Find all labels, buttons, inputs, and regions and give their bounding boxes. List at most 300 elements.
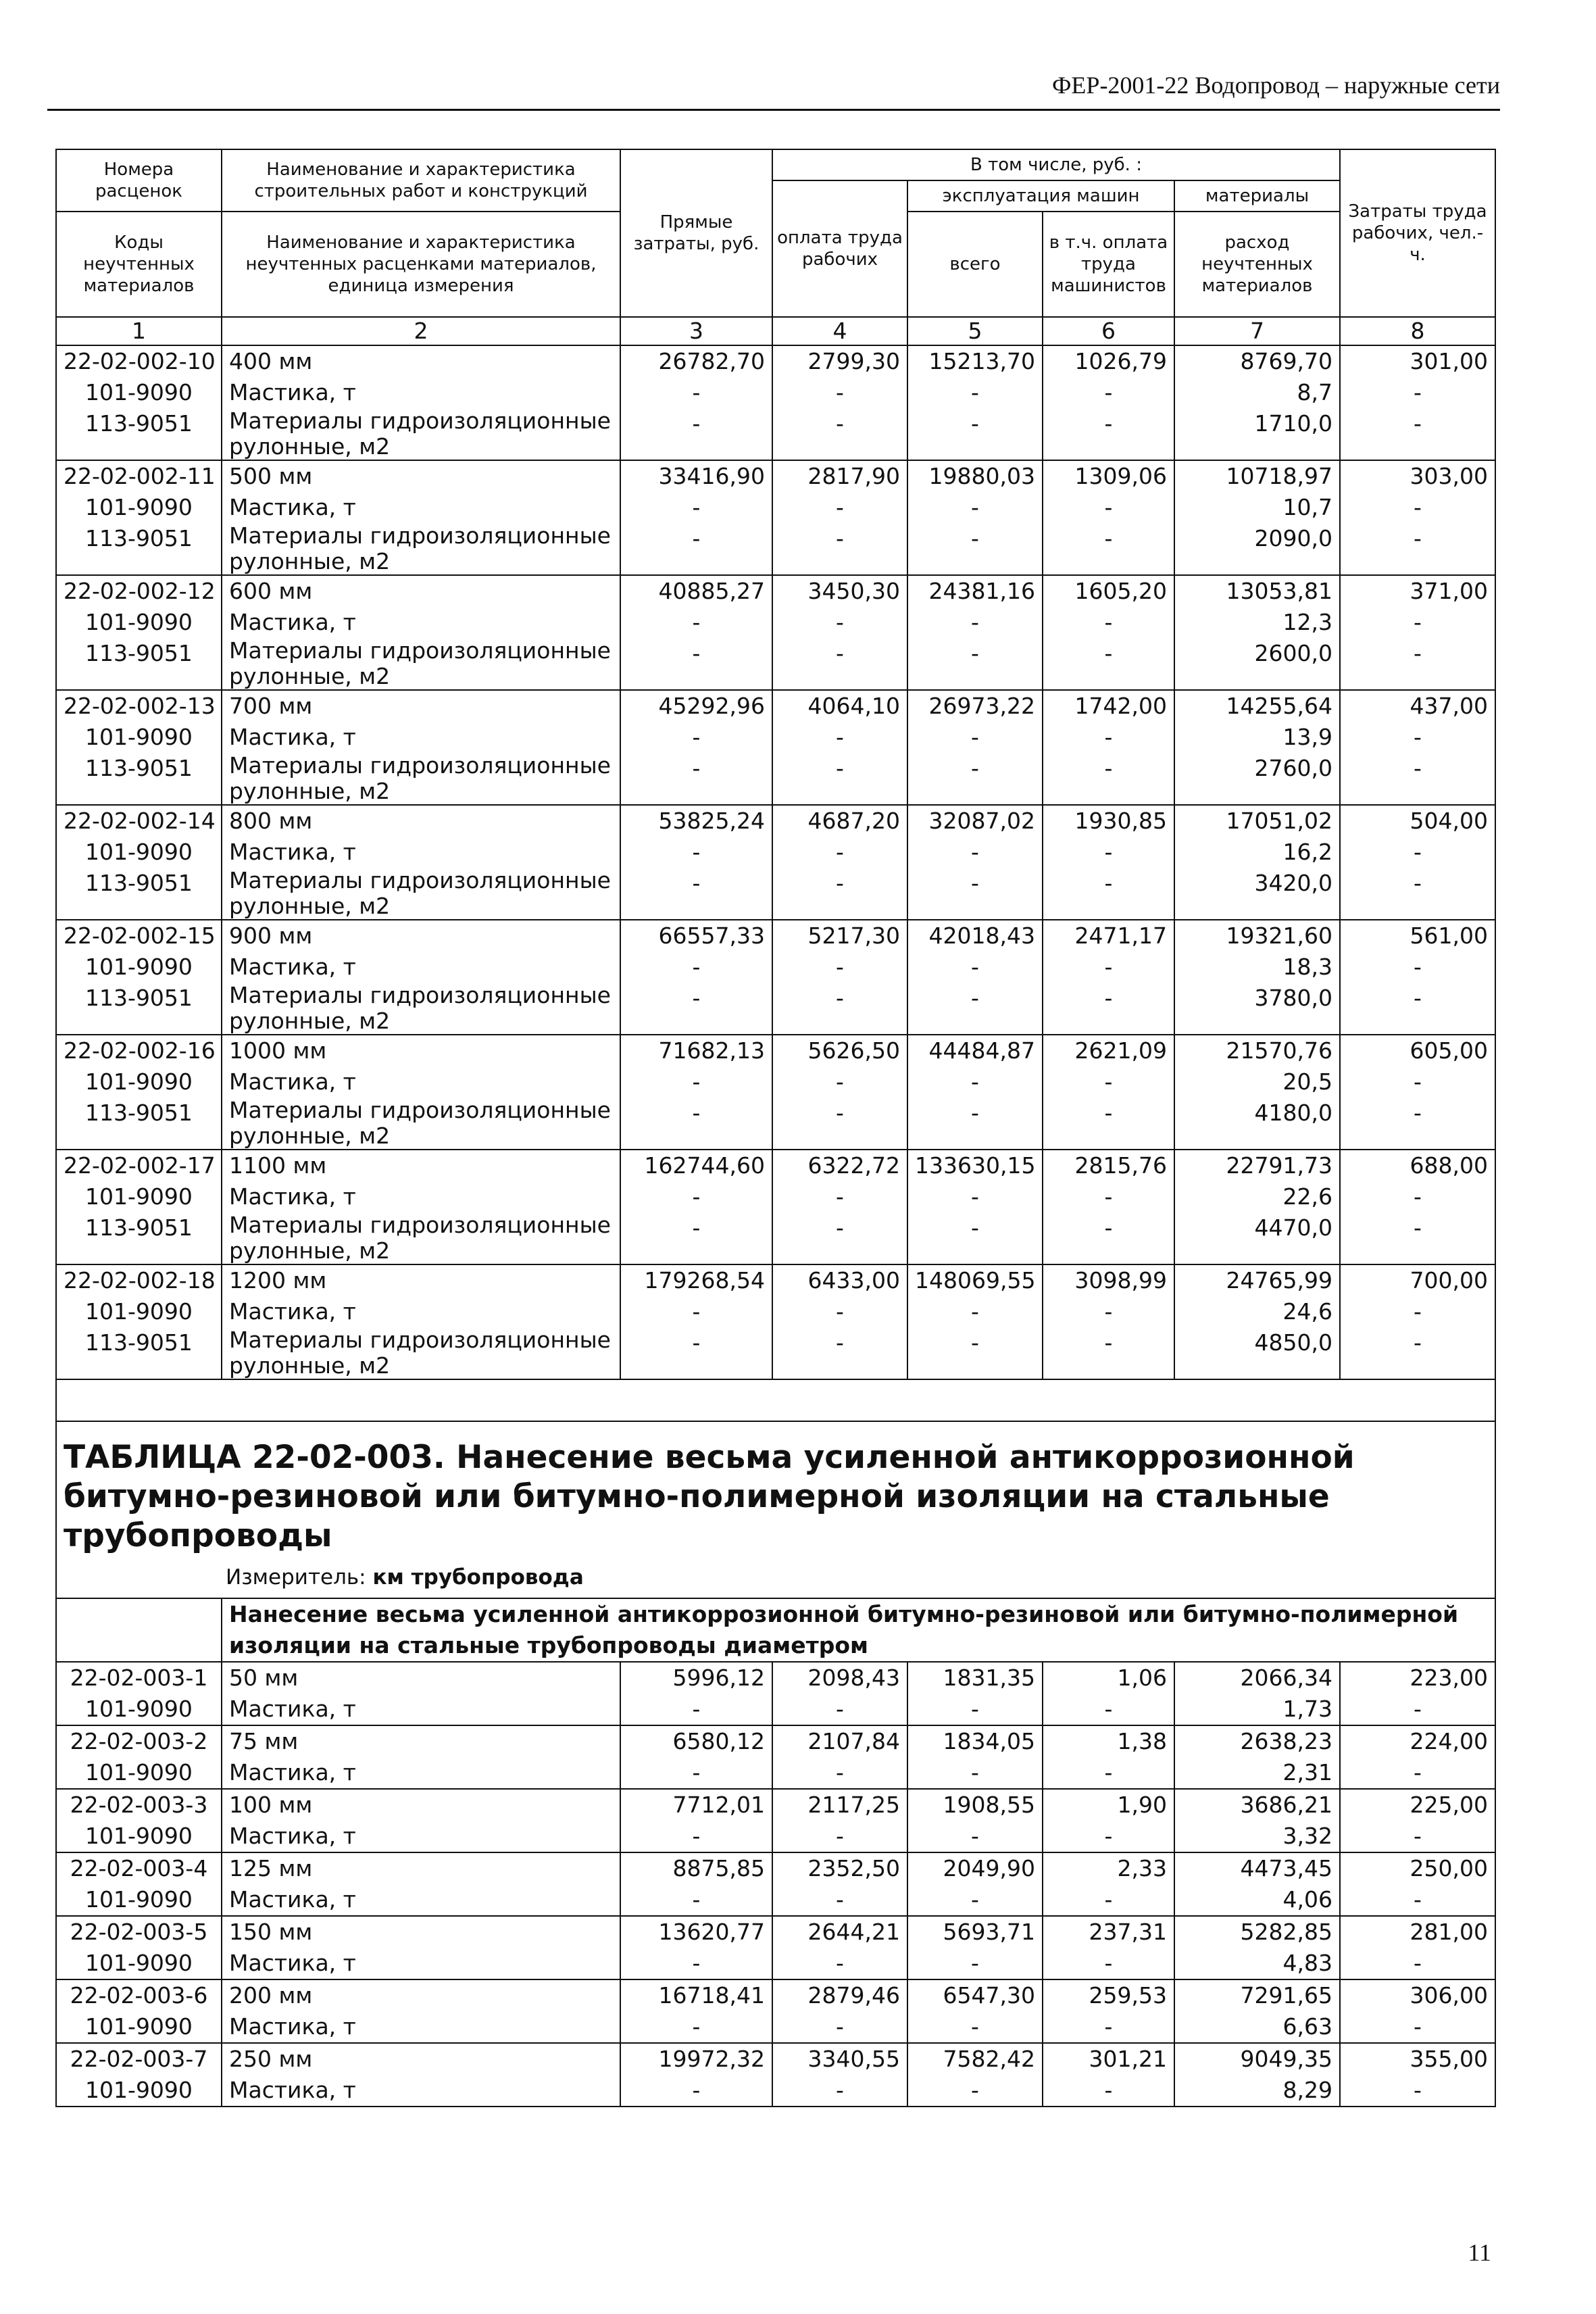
- table-cell: 113-9051: [56, 523, 222, 575]
- table-cell: 2,31: [1174, 1757, 1340, 1789]
- table-cell: 22-02-003-6: [56, 1979, 222, 2011]
- table-cell: 13620,77: [620, 1916, 772, 1948]
- table-cell: 5693,71: [907, 1916, 1043, 1948]
- table-cell: 22-02-003-3: [56, 1789, 222, 1821]
- table-cell: -: [1340, 1694, 1495, 1725]
- table-cell: -: [772, 492, 907, 523]
- table-cell: -: [1340, 868, 1495, 920]
- table-cell: -: [772, 1884, 907, 1916]
- table-cell: 101-9090: [56, 1757, 222, 1789]
- table-row: [56, 722, 1495, 753]
- table-cell: Мастика, т: [222, 837, 620, 868]
- table-cell: -: [1340, 1296, 1495, 1327]
- table-cell: 101-9090: [56, 722, 222, 753]
- table-cell: -: [1340, 983, 1495, 1035]
- table-row: [56, 1884, 1495, 1916]
- table-cell: -: [772, 1327, 907, 1379]
- table-cell: -: [772, 523, 907, 575]
- table-cell: -: [772, 1821, 907, 1852]
- table-cell: Материалы гидроизоляционные рулонные, м2: [222, 753, 620, 805]
- table-cell: -: [620, 722, 772, 753]
- table-cell: 26782,70: [620, 345, 772, 377]
- table-cell: 22-02-003-1: [56, 1662, 222, 1694]
- table-cell: -: [907, 1098, 1043, 1150]
- table-cell: -: [772, 837, 907, 868]
- table-row: [56, 1916, 1495, 1948]
- table-cell: 2117,25: [772, 1789, 907, 1821]
- table-cell: 179268,54: [620, 1264, 772, 1296]
- table-cell: -: [1043, 377, 1174, 408]
- table-cell: 200 мм: [222, 1979, 620, 2011]
- table-cell: -: [1043, 1066, 1174, 1098]
- table-cell: 4180,0: [1174, 1098, 1340, 1150]
- table-cell: 2090,0: [1174, 523, 1340, 575]
- table-row: [56, 952, 1495, 983]
- table-cell: -: [907, 638, 1043, 690]
- table-cell: 6433,00: [772, 1264, 907, 1296]
- table-cell: -: [1340, 1327, 1495, 1379]
- table-cell: 3686,21: [1174, 1789, 1340, 1821]
- table-cell: 303,00: [1340, 460, 1495, 492]
- table-cell: -: [772, 868, 907, 920]
- table-cell: -: [907, 753, 1043, 805]
- table-cell: 8875,85: [620, 1852, 772, 1884]
- col-code-label: Номера расценок: [56, 149, 222, 212]
- table-cell: -: [772, 1098, 907, 1150]
- col-workload-label: Затраты труда рабочих, чел.-ч.: [1340, 149, 1495, 317]
- table-cell: 1000 мм: [222, 1035, 620, 1066]
- table-cell: 45292,96: [620, 690, 772, 722]
- table-cell: -: [620, 837, 772, 868]
- table-cell: -: [1043, 1212, 1174, 1264]
- table-cell: -: [907, 1821, 1043, 1852]
- table-row: [56, 1757, 1495, 1789]
- table-cell: 22-02-002-11: [56, 460, 222, 492]
- table-cell: 4850,0: [1174, 1327, 1340, 1379]
- table-cell: Материалы гидроизоляционные рулонные, м2: [222, 638, 620, 690]
- table-cell: -: [1043, 492, 1174, 523]
- table-cell: 2107,84: [772, 1725, 907, 1757]
- table-cell: 148069,55: [907, 1264, 1043, 1296]
- table-cell: -: [907, 2075, 1043, 2107]
- table-cell: 53825,24: [620, 805, 772, 837]
- table-cell: 17051,02: [1174, 805, 1340, 837]
- table-row: [56, 2075, 1495, 2107]
- table-cell: 1,90: [1043, 1789, 1174, 1821]
- col-code-sub-label: Коды неучтенных материалов: [56, 212, 222, 317]
- table-cell: -: [620, 1327, 772, 1379]
- table-cell: 75 мм: [222, 1725, 620, 1757]
- measure-value: км трубопровода: [372, 1565, 584, 1590]
- table-cell: -: [1340, 1884, 1495, 1916]
- table-cell: Мастика, т: [222, 1181, 620, 1212]
- table-cell: -: [620, 1098, 772, 1150]
- table-cell: 22-02-002-10: [56, 345, 222, 377]
- table-cell: 1200 мм: [222, 1264, 620, 1296]
- table-cell: 19972,32: [620, 2043, 772, 2075]
- table-cell: 101-9090: [56, 1948, 222, 1979]
- table-cell: 19880,03: [907, 460, 1043, 492]
- table-cell: -: [1340, 377, 1495, 408]
- table-cell: 400 мм: [222, 345, 620, 377]
- table-cell: 8,7: [1174, 377, 1340, 408]
- table-cell: 10,7: [1174, 492, 1340, 523]
- table-cell: Мастика, т: [222, 492, 620, 523]
- table-cell: 9049,35: [1174, 2043, 1340, 2075]
- table-cell: -: [772, 1181, 907, 1212]
- table-cell: 371,00: [1340, 575, 1495, 607]
- table-cell: -: [907, 952, 1043, 983]
- table-cell: 42018,43: [907, 920, 1043, 952]
- table-cell: 7582,42: [907, 2043, 1043, 2075]
- table-cell: -: [772, 408, 907, 460]
- table-cell: 10718,97: [1174, 460, 1340, 492]
- table-cell: 24381,16: [907, 575, 1043, 607]
- table-cell: -: [1043, 607, 1174, 638]
- table-cell: 22-02-002-16: [56, 1035, 222, 1066]
- table-row: [56, 1035, 1495, 1066]
- table-cell: 3450,30: [772, 575, 907, 607]
- table-cell: Материалы гидроизоляционные рулонные, м2: [222, 1098, 620, 1150]
- col-machines-label: эксплуатация машин: [907, 180, 1174, 212]
- table-cell: -: [620, 1181, 772, 1212]
- table-cell: 18,3: [1174, 952, 1340, 983]
- table-cell: 32087,02: [907, 805, 1043, 837]
- table-row: [56, 868, 1495, 920]
- table-cell: -: [620, 753, 772, 805]
- table-cell: 2098,43: [772, 1662, 907, 1694]
- table-cell: Мастика, т: [222, 1757, 620, 1789]
- table-cell: -: [772, 607, 907, 638]
- table-cell: -: [772, 952, 907, 983]
- table-cell: -: [907, 1948, 1043, 1979]
- table-cell: 113-9051: [56, 638, 222, 690]
- table-cell: -: [1043, 837, 1174, 868]
- table-cell: -: [907, 1327, 1043, 1379]
- table-cell: 22-02-003-4: [56, 1852, 222, 1884]
- table-row: [56, 575, 1495, 607]
- table-cell: 225,00: [1340, 1789, 1495, 1821]
- table-cell: 2066,34: [1174, 1662, 1340, 1694]
- table-row: [56, 690, 1495, 722]
- table-row: [56, 753, 1495, 805]
- table-cell: 22-02-002-15: [56, 920, 222, 952]
- table-cell: -: [772, 1757, 907, 1789]
- table-cell: -: [1340, 1181, 1495, 1212]
- table-cell: -: [1043, 638, 1174, 690]
- table-cell: 4473,45: [1174, 1852, 1340, 1884]
- table-cell: 7291,65: [1174, 1979, 1340, 2011]
- table-cell: 3420,0: [1174, 868, 1340, 920]
- table-row: [56, 1948, 1495, 1979]
- table-cell: -: [907, 983, 1043, 1035]
- table-cell: 4,06: [1174, 1884, 1340, 1916]
- table-cell: Материалы гидроизоляционные рулонные, м2: [222, 523, 620, 575]
- column-numbers-row: [56, 317, 1495, 345]
- table-cell: -: [620, 1757, 772, 1789]
- table-cell: -: [907, 523, 1043, 575]
- table-cell: 6322,72: [772, 1150, 907, 1181]
- table-cell: 21570,76: [1174, 1035, 1340, 1066]
- table-cell: 2799,30: [772, 345, 907, 377]
- table-cell: -: [1340, 837, 1495, 868]
- table-row: [56, 1327, 1495, 1379]
- table-cell: 2760,0: [1174, 753, 1340, 805]
- table-cell: -: [1340, 638, 1495, 690]
- table-cell: 504,00: [1340, 805, 1495, 837]
- table-cell: Материалы гидроизоляционные рулонные, м2: [222, 983, 620, 1035]
- table-cell: 605,00: [1340, 1035, 1495, 1066]
- table2-subheader-row: [56, 1598, 1495, 1662]
- table-cell: 101-9090: [56, 377, 222, 408]
- table-cell: 13053,81: [1174, 575, 1340, 607]
- table-cell: 1710,0: [1174, 408, 1340, 460]
- table-cell: -: [1340, 607, 1495, 638]
- col-direct-label: Прямые затраты, руб.: [620, 149, 772, 317]
- table-cell: 100 мм: [222, 1789, 620, 1821]
- table-cell: -: [772, 983, 907, 1035]
- table-cell: -: [772, 377, 907, 408]
- table-cell: 20,5: [1174, 1066, 1340, 1098]
- table-cell: 2817,90: [772, 460, 907, 492]
- table-cell: -: [1340, 1948, 1495, 1979]
- table-row: [56, 1789, 1495, 1821]
- table-cell: -: [772, 753, 907, 805]
- table-cell: 5996,12: [620, 1662, 772, 1694]
- table-cell: -: [1043, 1948, 1174, 1979]
- table-cell: 101-9090: [56, 1884, 222, 1916]
- col-name-sub-label: Наименование и характеристика неучтенных расценками материалов, единица измерения: [222, 212, 620, 317]
- table-cell: -: [1043, 1098, 1174, 1150]
- table-row: [56, 805, 1495, 837]
- table-cell: 16,2: [1174, 837, 1340, 868]
- table-row: [56, 1296, 1495, 1327]
- table-row: [56, 1181, 1495, 1212]
- table-cell: Материалы гидроизоляционные рулонные, м2: [222, 1212, 620, 1264]
- table-cell: 113-9051: [56, 868, 222, 920]
- table-cell: 1026,79: [1043, 345, 1174, 377]
- table-cell: 8,29: [1174, 2075, 1340, 2107]
- table-cell: -: [1340, 1066, 1495, 1098]
- table-cell: Мастика, т: [222, 377, 620, 408]
- table-cell: 113-9051: [56, 983, 222, 1035]
- table-cell: -: [1340, 952, 1495, 983]
- table-cell: -: [772, 1066, 907, 1098]
- table-cell: 2644,21: [772, 1916, 907, 1948]
- table-cell: 26973,22: [907, 690, 1043, 722]
- table-cell: -: [620, 523, 772, 575]
- table-cell: 1309,06: [1043, 460, 1174, 492]
- table-cell: -: [1043, 1181, 1174, 1212]
- table-cell: Мастика, т: [222, 1296, 620, 1327]
- table-cell: 101-9090: [56, 607, 222, 638]
- table-cell: 1,38: [1043, 1725, 1174, 1757]
- table-cell: -: [772, 2011, 907, 2043]
- table-cell: -: [620, 2011, 772, 2043]
- table-cell: 22-02-002-14: [56, 805, 222, 837]
- table-cell: 101-9090: [56, 492, 222, 523]
- table-cell: Материалы гидроизоляционные рулонные, м2: [222, 868, 620, 920]
- table-cell: 15213,70: [907, 345, 1043, 377]
- table-cell: -: [1340, 492, 1495, 523]
- table-cell: -: [620, 408, 772, 460]
- table-cell: 19321,60: [1174, 920, 1340, 952]
- table-row: [56, 1725, 1495, 1757]
- col-number: 6: [1043, 317, 1174, 345]
- table-cell: 113-9051: [56, 408, 222, 460]
- table-cell: -: [907, 837, 1043, 868]
- table-cell: 22-02-003-7: [56, 2043, 222, 2075]
- table-cell: -: [620, 1948, 772, 1979]
- table-cell: 688,00: [1340, 1150, 1495, 1181]
- table-cell: -: [620, 1066, 772, 1098]
- table-cell: 150 мм: [222, 1916, 620, 1948]
- table-row: [56, 345, 1495, 377]
- table-cell: 3780,0: [1174, 983, 1340, 1035]
- table-cell: -: [772, 638, 907, 690]
- table-cell: -: [907, 1757, 1043, 1789]
- table-cell: 101-9090: [56, 1694, 222, 1725]
- table-cell: -: [907, 722, 1043, 753]
- table-cell: 301,21: [1043, 2043, 1174, 2075]
- table-cell: -: [907, 1066, 1043, 1098]
- table-cell: 50 мм: [222, 1662, 620, 1694]
- table-cell: 3340,55: [772, 2043, 907, 2075]
- table-cell: 281,00: [1340, 1916, 1495, 1948]
- table-cell: Мастика, т: [222, 607, 620, 638]
- table2-title: ТАБЛИЦА 22-02-003. Нанесение весьма усиленной антикоррозионной битумно-резиновой или битумно-полимерной изоляции на стальные трубопроводы: [64, 1439, 1355, 1554]
- table-cell: 6,63: [1174, 2011, 1340, 2043]
- table-cell: 13,9: [1174, 722, 1340, 753]
- table-cell: 1,73: [1174, 1694, 1340, 1725]
- table-cell: -: [620, 1296, 772, 1327]
- table-cell: 22-02-002-13: [56, 690, 222, 722]
- table-row: [56, 1979, 1495, 2011]
- table1-body: [56, 345, 1495, 1379]
- table-cell: -: [620, 1212, 772, 1264]
- table-cell: 437,00: [1340, 690, 1495, 722]
- table-cell: -: [1043, 868, 1174, 920]
- table-cell: 16718,41: [620, 1979, 772, 2011]
- table-gap: [56, 1379, 1495, 1421]
- table-cell: -: [620, 983, 772, 1035]
- table-cell: 113-9051: [56, 1098, 222, 1150]
- table-cell: -: [620, 952, 772, 983]
- table-cell: Мастика, т: [222, 1694, 620, 1725]
- table-cell: 1742,00: [1043, 690, 1174, 722]
- table-cell: 2352,50: [772, 1852, 907, 1884]
- table-cell: Материалы гидроизоляционные рулонные, м2: [222, 1327, 620, 1379]
- table-cell: -: [1340, 1821, 1495, 1852]
- table-cell: 162744,60: [620, 1150, 772, 1181]
- table-cell: 22-02-003-5: [56, 1916, 222, 1948]
- table-cell: Мастика, т: [222, 1066, 620, 1098]
- table-cell: 5217,30: [772, 920, 907, 952]
- table-cell: 1,06: [1043, 1662, 1174, 1694]
- empty-cell: [56, 1598, 222, 1662]
- table-row: [56, 1852, 1495, 1884]
- table-row: [56, 523, 1495, 575]
- table-cell: -: [907, 1694, 1043, 1725]
- table-cell: -: [1043, 1694, 1174, 1725]
- table-cell: 22-02-002-17: [56, 1150, 222, 1181]
- table-cell: -: [620, 377, 772, 408]
- table-cell: 7712,01: [620, 1789, 772, 1821]
- table-cell: 101-9090: [56, 1181, 222, 1212]
- table-cell: 5282,85: [1174, 1916, 1340, 1948]
- table-cell: 224,00: [1340, 1725, 1495, 1757]
- table-cell: -: [1043, 523, 1174, 575]
- table-cell: 301,00: [1340, 345, 1495, 377]
- table-cell: 4064,10: [772, 690, 907, 722]
- table-cell: 2815,76: [1043, 1150, 1174, 1181]
- table-cell: 1930,85: [1043, 805, 1174, 837]
- table-cell: -: [907, 868, 1043, 920]
- table-cell: 101-9090: [56, 1066, 222, 1098]
- table-cell: 12,3: [1174, 607, 1340, 638]
- table-cell: -: [1340, 753, 1495, 805]
- table-cell: 4687,20: [772, 805, 907, 837]
- table-cell: 3,32: [1174, 1821, 1340, 1852]
- table-cell: 2621,09: [1043, 1035, 1174, 1066]
- table-cell: 4470,0: [1174, 1212, 1340, 1264]
- table-row: [56, 983, 1495, 1035]
- table-cell: Мастика, т: [222, 2011, 620, 2043]
- table-cell: -: [772, 1948, 907, 1979]
- table-cell: -: [772, 1694, 907, 1725]
- table2-measure: [64, 1562, 1488, 1598]
- table-row: [56, 1098, 1495, 1150]
- table-cell: 133630,15: [907, 1150, 1043, 1181]
- table2-subheader: Нанесение весьма усиленной антикоррозионной битумно-резиновой или битумно-полимерной изоляции на стальные трубопроводы диаметром: [222, 1598, 1495, 1662]
- table-cell: -: [1043, 952, 1174, 983]
- table-cell: 22,6: [1174, 1181, 1340, 1212]
- table-row: [56, 377, 1495, 408]
- table-cell: -: [1340, 1212, 1495, 1264]
- table-row: [56, 1212, 1495, 1264]
- col-materials-sub-label: расход неучтенных материалов: [1174, 212, 1340, 317]
- table-cell: 71682,13: [620, 1035, 772, 1066]
- table-cell: Мастика, т: [222, 1821, 620, 1852]
- table-cell: -: [620, 492, 772, 523]
- table-cell: -: [1340, 408, 1495, 460]
- table-cell: Мастика, т: [222, 1884, 620, 1916]
- table-cell: 101-9090: [56, 837, 222, 868]
- table-cell: 1908,55: [907, 1789, 1043, 1821]
- table-cell: -: [1340, 1757, 1495, 1789]
- table-cell: 22791,73: [1174, 1150, 1340, 1181]
- table-cell: -: [1043, 2075, 1174, 2107]
- table-cell: -: [620, 607, 772, 638]
- table-cell: 24,6: [1174, 1296, 1340, 1327]
- table-cell: 4,83: [1174, 1948, 1340, 1979]
- table-cell: -: [1043, 1821, 1174, 1852]
- table-cell: 250,00: [1340, 1852, 1495, 1884]
- table-row: [56, 1264, 1495, 1296]
- table-cell: -: [1043, 2011, 1174, 2043]
- table-cell: 306,00: [1340, 1979, 1495, 2011]
- table-cell: 355,00: [1340, 2043, 1495, 2075]
- measure-label: Измеритель:: [226, 1565, 366, 1590]
- table-row: [56, 2011, 1495, 2043]
- table-cell: -: [772, 2075, 907, 2107]
- table-cell: 2638,23: [1174, 1725, 1340, 1757]
- header-title: ФЕР-2001-22 Водопровод – наружные сети: [1051, 72, 1500, 99]
- col-number: 2: [222, 317, 620, 345]
- table-cell: -: [907, 607, 1043, 638]
- table-cell: 22-02-002-18: [56, 1264, 222, 1296]
- table-cell: 2600,0: [1174, 638, 1340, 690]
